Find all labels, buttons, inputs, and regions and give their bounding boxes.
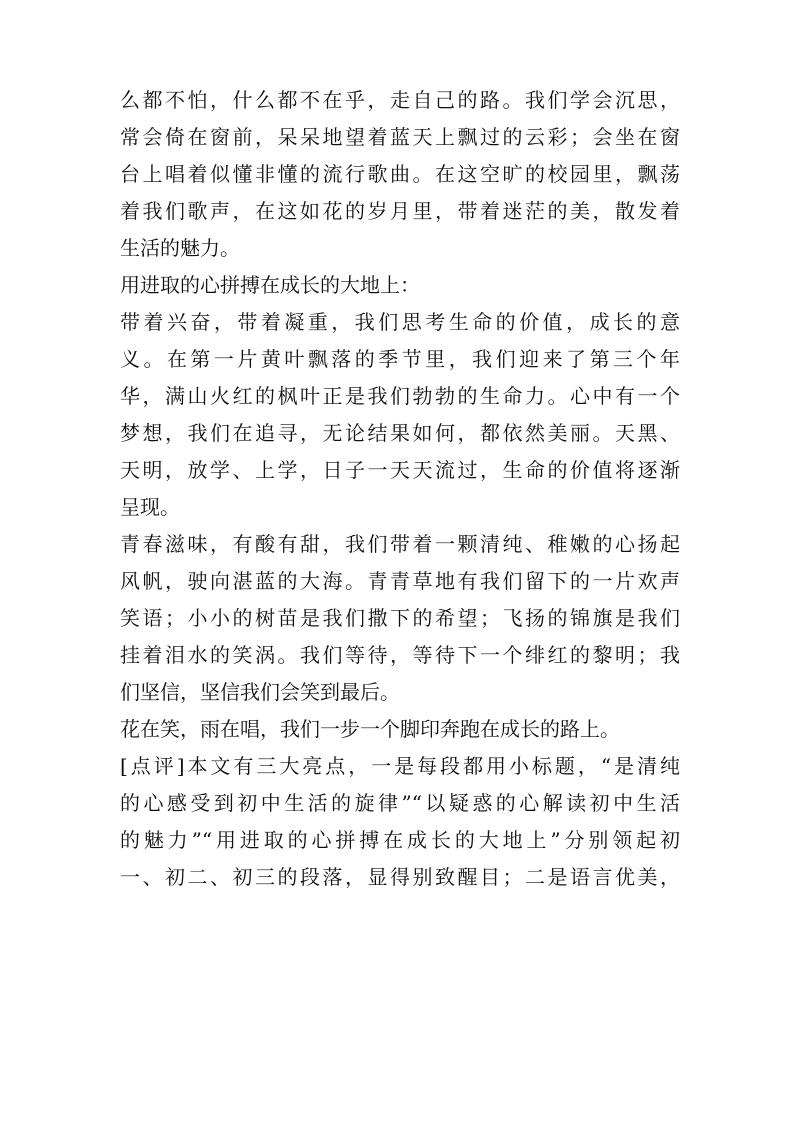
text-line: 着我们歌声，在这如花的岁月里，带着迷茫的美，散发着 bbox=[120, 199, 680, 223]
text-line: 笑语；小小的树苗是我们撒下的希望；飞扬的锦旗是我们 bbox=[120, 606, 680, 630]
text-line: 生活的魅力。 bbox=[120, 236, 240, 260]
text-line: 华，满山火红的枫叶正是我们勃勃的生命力。心中有一个 bbox=[120, 384, 680, 408]
text-line: 台上唱着似懂非懂的流行歌曲。在这空旷的校园里，飘荡 bbox=[120, 162, 680, 186]
comment-line: 的魅力”“用进取的心拼搏在成长的大地上”分别领起初 bbox=[120, 828, 680, 852]
text-line: 么都不怕，什么都不在乎，走自己的路。我们学会沉思， bbox=[120, 88, 680, 112]
text-line: 梦想，我们在追寻，无论结果如何，都依然美丽。天黑、 bbox=[120, 421, 680, 445]
text-line: 青春滋味，有酸有甜，我们带着一颗清纯、稚嫩的心扬起 bbox=[120, 532, 680, 556]
comment-line: 的心感受到初中生活的旋律”“以疑惑的心解读初中生活 bbox=[120, 791, 680, 815]
text-line: 们坚信，坚信我们会笑到最后。 bbox=[120, 680, 400, 704]
text-line: 常会倚在窗前，呆呆地望着蓝天上飘过的云彩；会坐在窗 bbox=[120, 125, 680, 149]
text-line: 带着兴奋，带着凝重，我们思考生命的价值，成长的意 bbox=[120, 310, 680, 334]
document-page bbox=[120, 82, 680, 896]
text-line: 天明，放学、上学，日子一天天流过，生命的价值将逐渐 bbox=[120, 458, 680, 482]
comment-line: [点评]本文有三大亮点，一是每段都用小标题，“是清纯 bbox=[120, 754, 680, 778]
text-line: 花在笑，雨在唱，我们一步一个脚印奔跑在成长的路上。 bbox=[120, 717, 620, 741]
text-line: 挂着泪水的笑涡。我们等待，等待下一个绯红的黎明；我 bbox=[120, 643, 680, 667]
section-heading: 用进取的心拼搏在成长的大地上： bbox=[120, 273, 420, 297]
text-line: 呈现。 bbox=[120, 495, 180, 519]
text-line: 义。在第一片黄叶飘落的季节里，我们迎来了第三个年 bbox=[120, 347, 680, 371]
comment-line: 一、初二、初三的段落，显得别致醒目；二是语言优美， bbox=[120, 865, 680, 889]
text-line: 风帆，驶向湛蓝的大海。青青草地有我们留下的一片欢声 bbox=[120, 569, 680, 593]
